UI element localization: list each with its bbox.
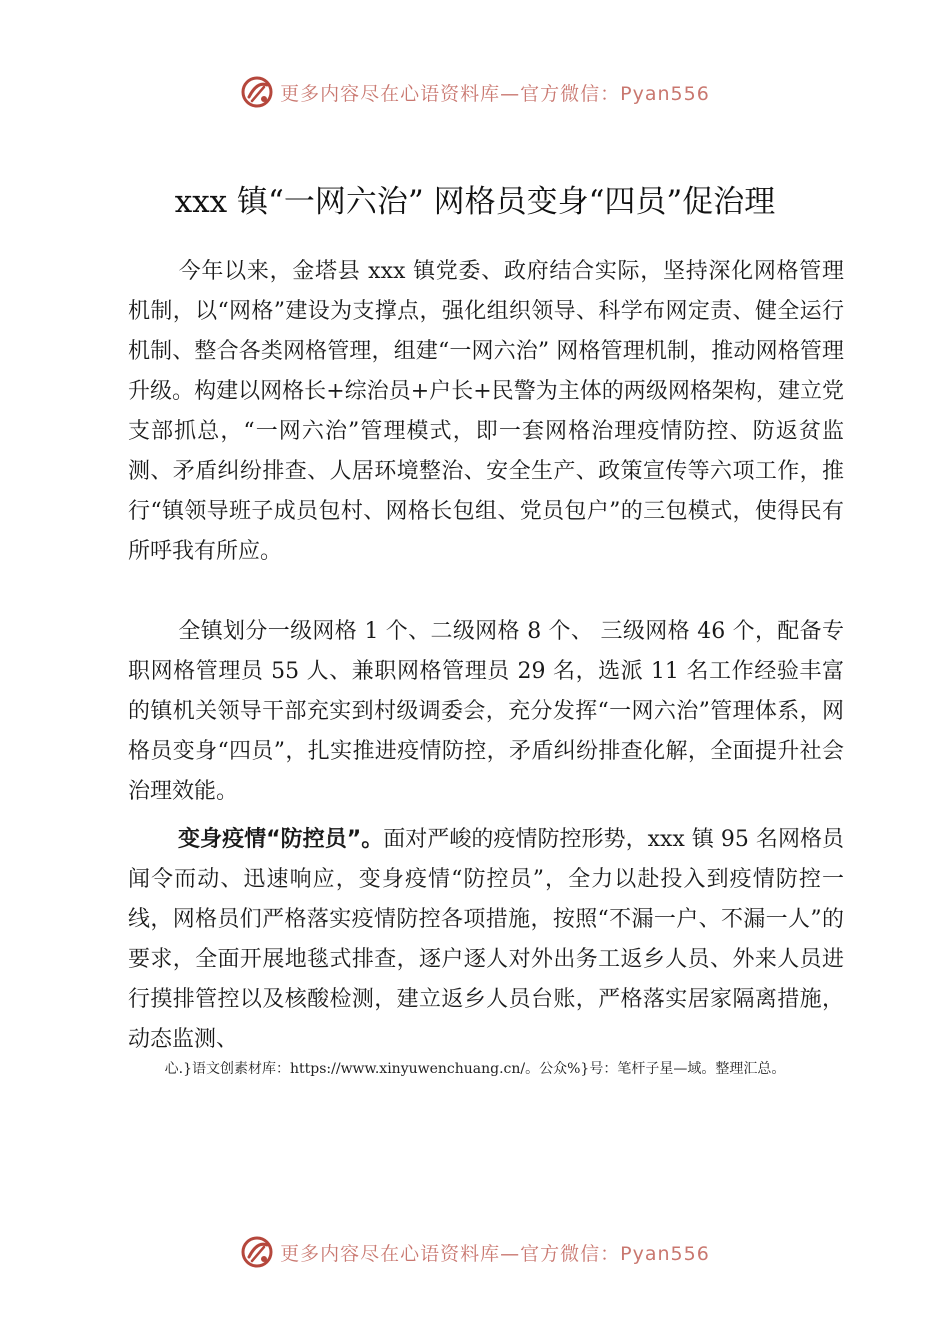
paragraph-3-text: 面对严峻的疫情防控形势，xxx 镇 95 名网格员闻令而动、迅速响应，变身疫情“防控员”，全力以赴投入到疫情防控一线，网格员们严格落实疫情防控各项措施，按照“不漏一户、不漏一人”的要求，全面开展地毯式排查，逐户逐人对外出务工返乡人员、外来人员进行摸排管控以及核酸检测，建立返乡人员台账，严格落实居家隔离措施，动态监测、 [128, 827, 845, 1052]
article-title: xxx 镇“一网六治” 网格员变身“四员”促治理 [174, 184, 776, 220]
source-footnote: 心.}语文创素材库：https://www.xinyuwenchuang.cn/。公众%}号：笔杆子星—域。整理汇总。 [164, 1061, 786, 1077]
ink-seal-logo-icon [240, 1235, 274, 1269]
footer-banner [0, 1230, 950, 1274]
banner-text: 更多内容尽在心语资料库—官方微信：Pyan556 [280, 82, 710, 105]
header-banner [0, 70, 950, 114]
paragraph-3-lead: 变身疫情“防控员”。 [178, 827, 384, 852]
paragraph-3 [128, 820, 844, 1060]
paragraph-1 [128, 252, 844, 572]
paragraph-1-text: 今年以来，金塔县 xxx 镇党委、政府结合实际，坚持深化网格管理机制，以“网格”建设为支撑点，强化组织领导、科学布网定责、健全运行机制、整合各类网格管理，组建“一网六治” 网格管理机制，推动网格管理升级。构建以网格长+综治员+户长+民警为主体的两级网格架构，建立党支部抓总，“一网六治”管理模式，即一套网格治理疫情防控、防返贫监测、矛盾纠纷排查、人居环境整治、安全生产、政策宣传等六项工作，推行“镇领导班子成员包村、网格长包组、党员包户”的三包模式，使得民有所呼我有所应。 [128, 259, 844, 564]
ink-seal-logo-icon [240, 75, 274, 109]
paragraph-2 [128, 612, 844, 812]
paragraph-2-text: 全镇划分一级网格 1 个、二级网格 8 个、 三级网格 46 个，配备专职网格管理员 55 人、兼职网格管理员 29 名，选派 11 名工作经验丰富的镇机关领导干部充实到村级调委会，充分发挥“一网六治”管理体系，网格员变身“四员”，扎实推进疫情防控，矛盾纠纷排查化解，全面提升社会治理效能。 [128, 619, 844, 804]
banner-text: 更多内容尽在心语资料库—官方微信：Pyan556 [280, 1242, 710, 1265]
